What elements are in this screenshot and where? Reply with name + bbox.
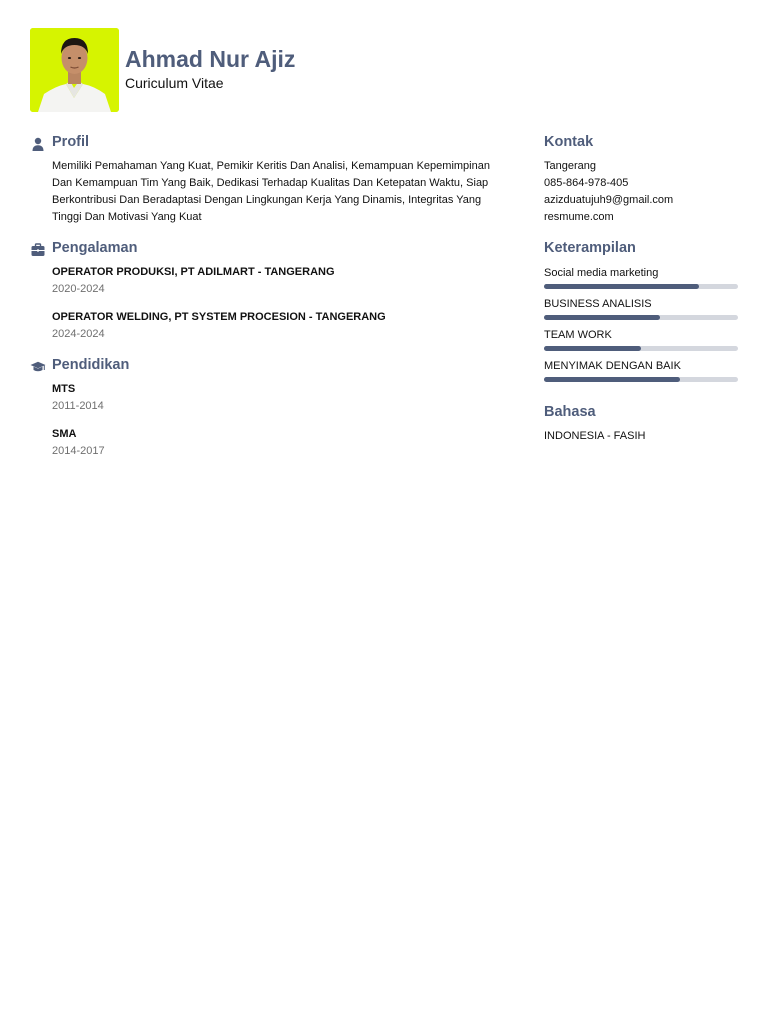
education-item-date: 2014-2017 — [52, 445, 105, 457]
education-item-date: 2011-2014 — [52, 400, 104, 412]
contact-city: Tangerang — [544, 160, 596, 172]
experience-item-title: OPERATOR PRODUKSI, PT ADILMART - TANGERANG — [52, 266, 335, 278]
contact-email[interactable]: azizduatujuh9@gmail.com — [544, 194, 674, 206]
graduation-cap-icon — [30, 359, 46, 375]
skill-item — [544, 328, 738, 351]
experience-item-date: 2020-2024 — [52, 283, 105, 295]
contact-website[interactable]: resmume.com — [544, 211, 614, 223]
header — [30, 28, 730, 112]
profile-section — [30, 134, 510, 226]
language-item: INDONESIA - FASIH — [544, 430, 646, 442]
contact-title: Kontak — [544, 134, 594, 150]
briefcase-icon — [30, 242, 46, 258]
skill-bar-fill — [544, 284, 699, 289]
profile-text: Memiliki Pemahaman Yang Kuat, Pemikir Keritis Dan Analisi, Kemampuan Kepemimpinan Dan Kemampuan Tim Yang Baik, Dedikasi Terhadap Kualitas Dan Ketepatan Waktu, Siap Berkontribusi Dan Beradaptasi Dengan Lingkungan Kerja Yang Dinamis, Integritas Yang Tinggi Dan Motivasi Yang Kuat — [52, 160, 490, 223]
document-subtitle: Curiculum Vitae — [125, 75, 224, 91]
profile-photo — [30, 28, 119, 112]
skill-bar-fill — [544, 346, 641, 351]
profile-title: Profil — [52, 134, 90, 150]
skill-bar-track — [544, 346, 738, 351]
left-column — [30, 134, 510, 460]
experience-item — [52, 309, 510, 343]
education-item-title: SMA — [52, 428, 77, 440]
experience-item-date: 2024-2024 — [52, 328, 105, 340]
education-title: Pendidikan — [52, 357, 130, 373]
skill-name: TEAM WORK — [544, 329, 612, 341]
skill-bar-track — [544, 284, 738, 289]
education-item — [52, 426, 510, 460]
education-item-title: MTS — [52, 383, 76, 395]
education-section — [30, 357, 510, 460]
skill-bar-track — [544, 315, 738, 320]
skills-section — [544, 240, 738, 382]
skill-bar-fill — [544, 315, 660, 320]
languages-section — [544, 404, 738, 445]
skill-name: Social media marketing — [544, 267, 659, 279]
experience-item-title: OPERATOR WELDING, PT SYSTEM PROCESION - TANGERANG — [52, 311, 386, 323]
skill-name: MENYIMAK DENGAN BAIK — [544, 360, 681, 372]
contact-section — [544, 134, 738, 226]
contact-phone[interactable]: 085-864-978-405 — [544, 177, 629, 189]
experience-title: Pengalaman — [52, 240, 138, 256]
experience-section — [30, 240, 510, 343]
skill-item — [544, 359, 738, 382]
skills-title: Keterampilan — [544, 240, 636, 256]
skill-item — [544, 297, 738, 320]
skill-item — [544, 266, 738, 289]
experience-item — [52, 264, 510, 298]
skill-name: BUSINESS ANALISIS — [544, 298, 652, 310]
skill-bar-track — [544, 377, 738, 382]
languages-title: Bahasa — [544, 404, 596, 420]
skill-bar-fill — [544, 377, 680, 382]
education-item — [52, 381, 510, 415]
right-column — [544, 134, 738, 445]
candidate-name: Ahmad Nur Ajiz — [125, 46, 296, 72]
person-icon — [30, 136, 46, 152]
